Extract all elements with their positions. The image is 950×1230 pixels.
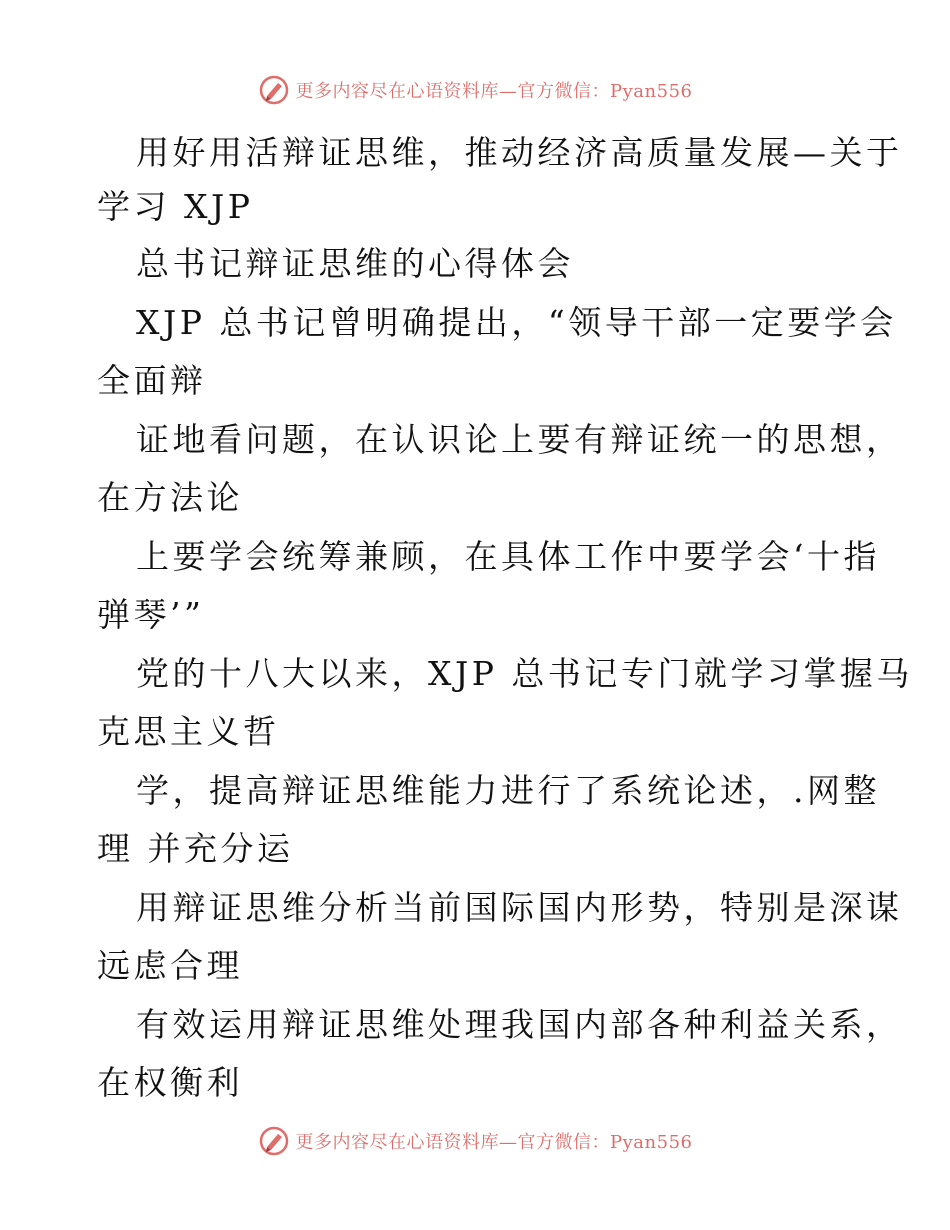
text-line: 克思主义哲	[97, 712, 280, 751]
text-line: 证地看问题，在认识论上要有辩证统一的思想，	[136, 420, 903, 459]
text-line: 全面辩	[97, 361, 207, 400]
text-line: 用辩证思维分析当前国际国内形势，特别是深谋	[136, 888, 903, 927]
text-line: 弹琴’”	[97, 595, 205, 634]
watermark-text: 更多内容尽在心语资料库—官方微信：Pyan556	[295, 81, 693, 102]
text-line: 在权衡利	[97, 1063, 243, 1102]
watermark-header	[0, 70, 950, 110]
watermark-text: 更多内容尽在心语资料库—官方微信：Pyan556	[295, 1132, 693, 1153]
text-line: 总书记辩证思维的心得体会	[136, 244, 574, 283]
text-line: 有效运用辩证思维处理我国内部各种利益关系，	[136, 1005, 903, 1044]
text-line: 学习 XJP	[97, 187, 254, 226]
watermark-footer	[0, 1121, 950, 1161]
text-line: 学，提高辩证思维能力进行了系统论述，.网整	[136, 771, 880, 810]
text-line: 上要学会统筹兼顾，在具体工作中要学会‘十指	[136, 537, 880, 576]
text-line: XJP 总书记曾明确提出，“领导干部一定要学会	[136, 303, 897, 342]
text-line: 理 并充分运	[97, 829, 294, 868]
pen-logo-icon	[258, 1125, 290, 1157]
text-line: 党的十八大以来，XJP 总书记专门就学习掌握马	[136, 654, 913, 693]
text-line: 在方法论	[97, 478, 243, 517]
pen-logo-icon	[258, 74, 290, 106]
text-line: 用好用活辩证思维，推动经济高质量发展—关于	[136, 133, 903, 172]
text-line: 远虑合理	[97, 946, 243, 985]
